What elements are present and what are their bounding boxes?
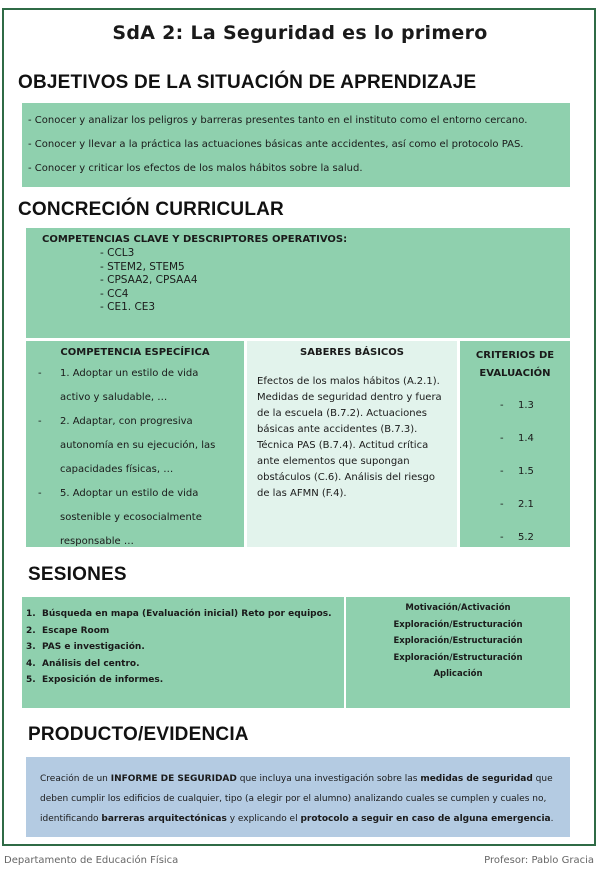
fase-item: Aplicación bbox=[433, 669, 483, 679]
sesion-item: 1. Búsqueda en mapa (Evaluación inicial) Reto por equipos. bbox=[26, 609, 332, 619]
criterio-item: - 2.1 bbox=[500, 499, 534, 510]
especifica-item: - 5. Adoptar un estilo de vida sostenible y ecosocialmente responsable … bbox=[38, 488, 202, 547]
objetivos-heading: OBJETIVOS DE LA SITUACIÓN DE APRENDIZAJE bbox=[18, 72, 477, 93]
objetivos-box bbox=[22, 103, 570, 187]
footer-department: Departamento de Educación Física bbox=[4, 855, 179, 866]
fase-item: Exploración/Estructuración bbox=[393, 619, 523, 630]
sesion-item: 2. Escape Room bbox=[26, 625, 110, 636]
objetivo-item: - Conocer y analizar los peligros y barreras presentes tanto en el instituto como el entorno cercano. bbox=[28, 115, 528, 126]
producto-keyword: medidas de seguridad bbox=[420, 774, 533, 784]
producto-keyword: protocolo a seguir en caso de alguna emergencia bbox=[300, 814, 551, 824]
objetivo-item: - Conocer y criticar los efectos de los malos hábitos sobre la salud. bbox=[28, 163, 363, 174]
competencia-item: - CPSAA2, CPSAA4 bbox=[100, 274, 198, 286]
page-title: SdA 2: La Seguridad es lo primero bbox=[112, 22, 488, 44]
especifica-title: COMPETENCIA ESPECÍFICA bbox=[60, 347, 210, 358]
competencia-item: - CCL3 bbox=[100, 247, 135, 259]
especifica-box bbox=[26, 341, 244, 547]
competencia-item: - CE1. CE3 bbox=[100, 301, 156, 313]
footer-teacher: Profesor: Pablo Gracia bbox=[484, 855, 594, 866]
criterio-item: - 1.3 bbox=[500, 400, 534, 411]
objetivo-item: - Conocer y llevar a la práctica las actuaciones básicas ante accidentes, así como el protocolo PAS. bbox=[28, 139, 524, 150]
fase-item: Motivación/Activación bbox=[405, 603, 511, 613]
saberes-title: SABERES BÁSICOS bbox=[300, 347, 404, 358]
sesiones-heading: SESIONES bbox=[28, 564, 127, 585]
saberes-text: Efectos de los malos hábitos (A.2.1). Medidas de seguridad dentro y fuera de la escuela (B.7.2). Actuaciones básicas ante accidentes (B.7.3). Técnica PAS (B.7.4). Actitud crítica ante elementos que supongan obstáculos (C.6). Análisis del riesgo de las AFMN (F.4). bbox=[257, 376, 442, 499]
competencia-item: - CC4 bbox=[100, 287, 129, 300]
competencias-list bbox=[26, 247, 570, 315]
sesion-item: 5. Exposición de informes. bbox=[26, 675, 164, 685]
fase-item: Exploración/Estructuración bbox=[393, 652, 523, 663]
fases-box bbox=[346, 597, 570, 708]
concrecion-heading: CONCRECIÓN CURRICULAR bbox=[18, 199, 284, 220]
criterios-list bbox=[460, 389, 570, 554]
producto-heading: PRODUCTO/EVIDENCIA bbox=[28, 724, 249, 745]
fase-item: Exploración/Estructuración bbox=[393, 636, 523, 646]
sesion-item: 4. Análisis del centro. bbox=[26, 658, 140, 669]
criterios-title: CRITERIOS DE EVALUACIÓN bbox=[475, 350, 555, 379]
producto-keyword: barreras arquitectónicas bbox=[101, 814, 227, 824]
competencia-item: - STEM2, STEM5 bbox=[100, 260, 185, 273]
criterio-item: - 1.5 bbox=[500, 466, 534, 477]
sesiones-list bbox=[22, 606, 344, 689]
competencias-box bbox=[26, 228, 570, 338]
producto-box bbox=[26, 757, 570, 837]
especifica-item: - 2. Adaptar, con progresiva autonomía en su ejecución, las capacidades físicas, … bbox=[38, 416, 216, 475]
criterio-item: - 5.2 bbox=[500, 532, 534, 543]
especifica-list bbox=[26, 362, 244, 554]
competencias-title: COMPETENCIAS CLAVE Y DESCRIPTORES OPERATIVOS: bbox=[42, 234, 348, 245]
criterio-item: - 1.4 bbox=[500, 433, 534, 444]
especifica-item: - 1. Adoptar un estilo de vida activo y saludable, … bbox=[38, 368, 199, 403]
sesion-item: 3. PAS e investigación. bbox=[26, 642, 145, 652]
fases-list bbox=[346, 600, 570, 683]
sesiones-box bbox=[22, 597, 344, 708]
producto-keyword: INFORME DE SEGURIDAD bbox=[110, 774, 237, 784]
producto-text: Creación de un INFORME DE SEGURIDAD que incluya una investigación sobre las medidas de seguridad que deben cumplir los edificios de cualquier, tipo (a elegir por el alumno) analizando cuales se cumplen y cuales no, identificando barreras arquitectónicas y explicando el protocolo a seguir en caso de alguna emergencia. bbox=[40, 774, 554, 824]
saberes-box bbox=[247, 341, 457, 547]
criterios-box bbox=[460, 341, 570, 547]
